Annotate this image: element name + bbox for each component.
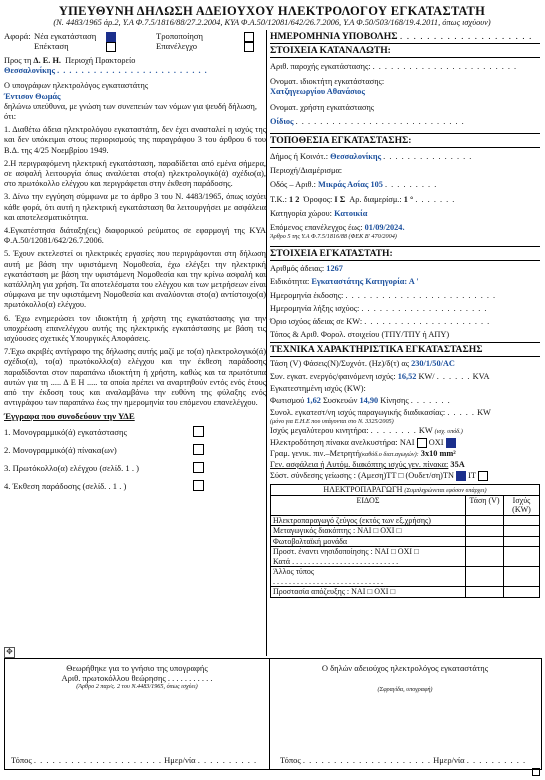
attachment-3-checkbox[interactable] xyxy=(193,462,204,473)
certification-title: Θεωρήθηκε για το γνήσιο της υπογραφής xyxy=(66,663,208,673)
installer-signature-note: (Σφραγίδα, υπογραφή) xyxy=(377,686,433,693)
installer-place-date: Τόπος . . . . . . . . . . . . . . . . . . . . . Ημερ/νία . . . . . . . . . . xyxy=(280,755,527,765)
total-power-note: (μόνο για Ε.Η.Ε που υπάγονται στο Ν. 3325/2005) xyxy=(270,418,394,426)
metering-row: Γραμ. γενικ. πιν.–Μετρητή(καθόδ.ο διατ.αγωγών): 3x10 mm² xyxy=(270,448,456,458)
right-column xyxy=(270,30,540,656)
tax-office-row: Τόπος & Αριθ. Φορολ. στοιχείου (ΤΠΥ/ΤΠΥ ή ΑΠΥ) xyxy=(270,330,450,340)
installed-power-label: Εγκατεστημένη ισχύς (KW): xyxy=(270,383,366,393)
user-label: Ονοματ. χρήστη εγκατάστασης xyxy=(270,102,375,112)
table-row xyxy=(271,547,540,567)
location-section-title: ΤΟΠΟΘΕΣΙΑ ΕΓΚΑΤΑΣΤΑΣΗΣ: xyxy=(270,133,540,148)
fuse-row: Γεν. ασφάλεια ή Αυτόμ. διακόπτης ισχύς γεν. πίνακα: 35A xyxy=(270,460,465,470)
to-dept: Δ. Ε. Η. xyxy=(33,56,61,65)
checkbox-extension[interactable] xyxy=(106,42,116,52)
checkbox-new-installation[interactable] xyxy=(106,32,116,42)
technical-section-title: ΤΕΧΝΙΚΑ ΧΑΡΑΚΤΗΡΙΣΤΙΚΑ ΕΓΚΑΤΑΣΤΑΣΗΣ xyxy=(270,342,540,357)
clause-1: 1. Διαθέτω άδεια ηλεκτρολόγου εγκαταστάτη, δεν έχει ανασταλεί η ισχύς της και δεν υπόκειμαι στους περιορισμούς της παραγράφου 3 του άρθρου 6 του Β.Δ. της 4/25 Νοεμβρίου 1949. xyxy=(4,125,266,155)
certification-place-date: Τόπος . . . . . . . . . . . . . . . . . . . . . Ημερ/νία . . . . . . . . . . xyxy=(11,755,258,765)
to-area-value: Θεσσαλονίκης . . . . . . . . . . . . . . . . . . . . . . . . . xyxy=(4,66,208,76)
to-label: Προς τη xyxy=(4,56,32,65)
installer-section-title: ΣΤΟΙΧΕΙΑ ΕΓΚΑΤΑΣΤΑΤΗ: xyxy=(270,246,540,261)
table-row xyxy=(271,526,540,537)
category-row: Κατηγορία χώρου: Κατοικία xyxy=(270,208,368,218)
left-column xyxy=(4,30,267,656)
reason-extend: Επέκταση xyxy=(34,41,69,51)
attachment-1: 1. Μονογραμμικό(ά) εγκατάστασης xyxy=(4,425,266,439)
signer-name: Έντισον Θωμάς xyxy=(4,91,61,101)
certification-note: (Άρθρο 2 παρ/ς. 2 του Ν.4483/1965, όπως ισχύει) xyxy=(76,683,198,690)
owner-name: Χατζηγεωργίου Αθανάσιος xyxy=(270,87,365,97)
customer-section-title: ΣΤΟΙΧΕΙΑ ΚΑΤΑΝΑΛΩΤΗ: xyxy=(270,43,540,58)
clause-5: 5. Έχουν εκτελεστεί οι ηλεκτρικές εργασίες που περιγράφονται στη δήλωση αυτή με βάση την υφιστάμενη Νομοθεσία, έχω ελέγξει την ηλεκτρική εγκατάσταση με βάση την υφιστάμενη Νομοθεσία και την κρίνω ασφαλή και κατάλληλη για χρήση. Τα αποτελέσματα του ελέγχου και των μετρήσεων είναι σύμφωνα με την υφιστάμενη Νομοθεσία και αναλύονται στο(α) αντίστοιχο(α) πρωτόκολλο(α) ελέγχου. xyxy=(4,249,266,310)
user-value-row: Οίδιος . . . . . . . . . . . . . . . . . . . . . . . . . . . . xyxy=(270,116,465,126)
gen-row-label: Προστασία απόζευξης : ΝΑΙ □ ΟΧΙ □ xyxy=(271,587,466,598)
district-row: Περιοχή/Διαμέρισμα: xyxy=(270,166,343,176)
generation-table xyxy=(270,484,540,598)
corner-marker xyxy=(532,768,540,776)
to-area-label: Περιοχή Πρακτορείο xyxy=(65,56,136,65)
lift-panel-row: Ηλεκτροδότηση πίνακα ανελκυστήρα: ΝΑΙ ΟΧΙ xyxy=(270,438,540,448)
table-row xyxy=(271,587,540,598)
submission-date-row: ΗΜΕΡΟΜΗΝΙΑ ΥΠΟΒΟΛΗΣ . . . . . . . . . . . . . . . . . . . . xyxy=(270,31,533,42)
checkbox-recheck[interactable] xyxy=(244,42,254,52)
total-power-row: Συνολ. εγκατεστ/νη ισχύς παραγωγικής διαδικασίας: . . . . . KW xyxy=(270,408,491,418)
grounding-it-checkbox[interactable] xyxy=(478,471,488,481)
certification-box xyxy=(5,659,270,769)
recheck-row: Επόμενος επανέλεγχος έως: 01/09/2024. xyxy=(270,223,405,233)
certification-protocol: Αριθ. πρωτοκόλλου θεώρησης . . . . . . . . . . . xyxy=(61,673,213,683)
col-type: ΕΙΔΟΣ xyxy=(271,495,466,515)
validity-row: Όριο ισχύος άδειας σε KW: . . . . . . . . . . . . . . . . . . . . . xyxy=(270,317,491,327)
reason-block xyxy=(4,30,266,52)
attachment-2: 2. Μονογραμμικό(ά) πίνακα(ων) xyxy=(4,443,266,457)
postal-row: Τ.Κ.: 1 2 Όροφος: Ι Σ Αρ. διαμερίσμ.: 1 ° . . . . . . . xyxy=(270,194,456,204)
col-power: Ισχύς (KW) xyxy=(504,495,540,515)
gen-row-label: Προστ. έναντι νησιδοποίησης : ΝΑΙ □ ΟΧΙ □ Κατά . . . . . . . . . . . . . . . . . . . . . . . . . . . xyxy=(271,547,466,567)
attachment-1-checkbox[interactable] xyxy=(193,426,204,437)
attachment-2-checkbox[interactable] xyxy=(193,444,204,455)
lift-no-checkbox[interactable] xyxy=(446,438,456,448)
license-row: Αριθμός άδειας: 1267 xyxy=(270,264,343,274)
clause-7: 7.Έχω ακριβές αντίγραφο της δήλωσης αυτής μαζί με το(α) ηλεκτρολογικό(ά) σχέδιο(α), το(α) πρωτόκολλο(α) ελέγχου και την έκθεση παράδοσης παραδίδονται στον παραπάνω ιδιοκτήτη ή χρήστη, καθώς και τα πρωτότυπα αυτών για τη ..... Δ Ε Η ..... τα οποία πρέπει να αναρτηθούν εντός ενός έτους από την έκδοση τους και αναλαμβάνω την ευθύνη της φύλαξης ενός αντιγράφου των παραπάνω έως την ημερομηνία του επόμενου επανελέγχου. xyxy=(4,347,266,408)
reason-modify: Τροποποίηση xyxy=(156,31,204,41)
supply-number-row: Αριθ. παροχής εγκατάστασης: . . . . . . . . . . . . . . . . . . . . . . . . xyxy=(270,62,518,71)
power-row: Συν. εγκατ. ενεργός/φαινόμενη ισχύς: 16,52 KW/ . . . . . . KVA xyxy=(270,371,490,381)
gen-row-label: Ηλεκτροπαραγωγό ζεύγος (εκτός των εξ.χρήσης) xyxy=(271,515,466,526)
recipient-line xyxy=(4,56,266,66)
gen-row-label: Μεταγωγικός διακόπτης : ΝΑΙ □ ΟΧΙ □ xyxy=(271,526,466,537)
attachment-4-checkbox[interactable] xyxy=(193,480,204,491)
clause-4: 4.Εγκατέστησα διάταξη(εις) διαφορικού ρεύματος σε εφαρμογή της ΚΥΑ Φ.Α.50/12081/642/26.7.2006. xyxy=(4,226,266,246)
move-handle-icon[interactable]: ✥ xyxy=(4,647,15,658)
clause-3: 3. Δίνω την εγγύηση σύμφωνα με το άρθρο 3 του Ν. 4483/1965, όπως ισχύει κάθε φορά, ότι αυτή η ηλεκτρική εγκατάσταση θα λειτουργήσει με ασφάλεια και αποτελεσματικότητα. xyxy=(4,192,266,222)
form-subtitle: (Ν. 4483/1965 άρ.2, Υ.Α Φ.7.5/1816/88/27.2.2004, ΚΥΑ Φ.Α.50/12081/642/26.7.2006, Υ.Α Φ.50/503/168/19.4.2011, όπως ισχύουν) xyxy=(53,18,491,27)
form-title: ΥΠΕΥΘΥΝΗ ΔΗΛΩΣΗ ΑΔΕΙΟΥΧΟΥ ΗΛΕΚΤΡΟΛΟΓΟΥ ΕΓΚΑΤΑΣΤΑΤΗ xyxy=(58,4,486,18)
signature-section xyxy=(4,658,542,770)
col-voltage: Τάση (V) xyxy=(466,495,504,515)
reason-recheck: Επανέλεγχο xyxy=(156,41,198,51)
attachments-title: Έγγραφα που συνοδεύουν την ΥΔΕ xyxy=(4,410,135,421)
specialty-row: Ειδικότητα: Εγκαταστάτης Κατηγορία: Α ' xyxy=(270,277,419,287)
installer-signature-box xyxy=(270,659,540,769)
clause-6: 6. Έχω ενημερώσει τον ιδιοκτήτη ή χρήστη της εγκατάστασης για την υποχρέωση επανελέγχου αυτής της ηλεκτρικής εγκατάστασης με βάση τις ισχύουσες σχετικές Υπουργικές Αποφάσεις. xyxy=(4,313,266,344)
table-row xyxy=(271,536,540,547)
declare-text: δηλώνω υπεύθυνα, με γνώση των συνεπειών των νόμων για ψευδή δήλωση, ότι: xyxy=(4,101,257,122)
issue-date-row: Ημερομηνία έκδοσης: . . . . . . . . . . . . . . . . . . . . . . . . . xyxy=(270,290,497,300)
grounding-row: Σύστ. σύνδεσης γείωσης : (Αμεση)ΤΤ □ (Ουδετ/ση)ΤΝ ΙΤ xyxy=(270,471,540,481)
reason-label: Αφορά: xyxy=(4,31,31,41)
grounding-tn-checkbox[interactable] xyxy=(456,471,466,481)
table-row xyxy=(271,567,540,587)
declaration-form xyxy=(4,4,540,776)
installer-signature-title: Ο δηλών αδειούχος ηλεκτρολόγος εγκαταστάτης xyxy=(321,663,489,673)
generation-title: ΗΛΕΚΤΡΟΠΑΡΑΓΩΓΗ (Συμπληρώνεται εφόσον υπάρχει) xyxy=(271,485,540,496)
owner-label: Ονοματ. ιδιοκτήτη εγκατάστασης: xyxy=(270,77,385,87)
attachment-3: 3. Πρωτόκολλο(α) ελέγχου (σελίδ. 1 . ) xyxy=(4,461,266,475)
reason-new: Νέα εγκατάσταση xyxy=(34,31,97,41)
installed-power-row: Φωτισμού 1,62 Συσκευών 14,90 Κίνησης . . . . . . . xyxy=(270,396,451,406)
clause-2: 2.Η περιγραφόμενη ηλεκτρική εγκατάσταση, παραδίδεται από εμένα σήμερα, σε ασφαλή λειτουργία όπως αναλύεται στο(α) ηλεκτρολογικό(ά) σχέδιο(α), στο πρωτόκολλο ελέγχου και περιγράφεται στην έκθεση παράδοσης. xyxy=(4,158,266,189)
gen-row-label: Άλλος τύπος . . . . . . . . . . . . . . . . . . . . . . . . . . . . xyxy=(271,567,466,587)
street-row: Οδός – Αριθ.: Μικράς Ασίας 105 . . . . . . . . . xyxy=(270,180,438,190)
max-motor-row: Ισχύς μεγαλύτερου κινητήρα: . . . . . . . . KW (ισχ. υπόδ.) xyxy=(270,426,463,436)
gen-row-label: Φωτοβολταϊκή μονάδα xyxy=(271,536,466,547)
voltage-row: Τάση (V) Φάσεις(Ν)/Συχνότ. (Hz)/δ(τ) ας 230/1/50/AC xyxy=(270,359,455,369)
signer-intro: Ο υπογράφων ηλεκτρολόγος εγκαταστάτης xyxy=(4,81,149,91)
attachment-4: 4. Έκθεση παράδοσης (σελίδ. . 1 . ) xyxy=(4,479,266,493)
checkbox-modification[interactable] xyxy=(244,32,254,42)
municipality-row: Δήμος ή Κοινότ.: Θεσσαλονίκης . . . . . . . . . . . . . . . xyxy=(270,152,473,162)
lift-yes-checkbox[interactable] xyxy=(417,438,427,448)
expiry-date-row: Ημερομηνία λήξης ισχύος: . . . . . . . . . . . . . . . . . . . . . xyxy=(270,303,488,313)
recheck-note: Άρθρο 5 της Υ.Α Φ.7.5/1816/88 (ΦΕΚ Β' 470/2004) xyxy=(270,233,397,241)
table-row xyxy=(271,515,540,526)
